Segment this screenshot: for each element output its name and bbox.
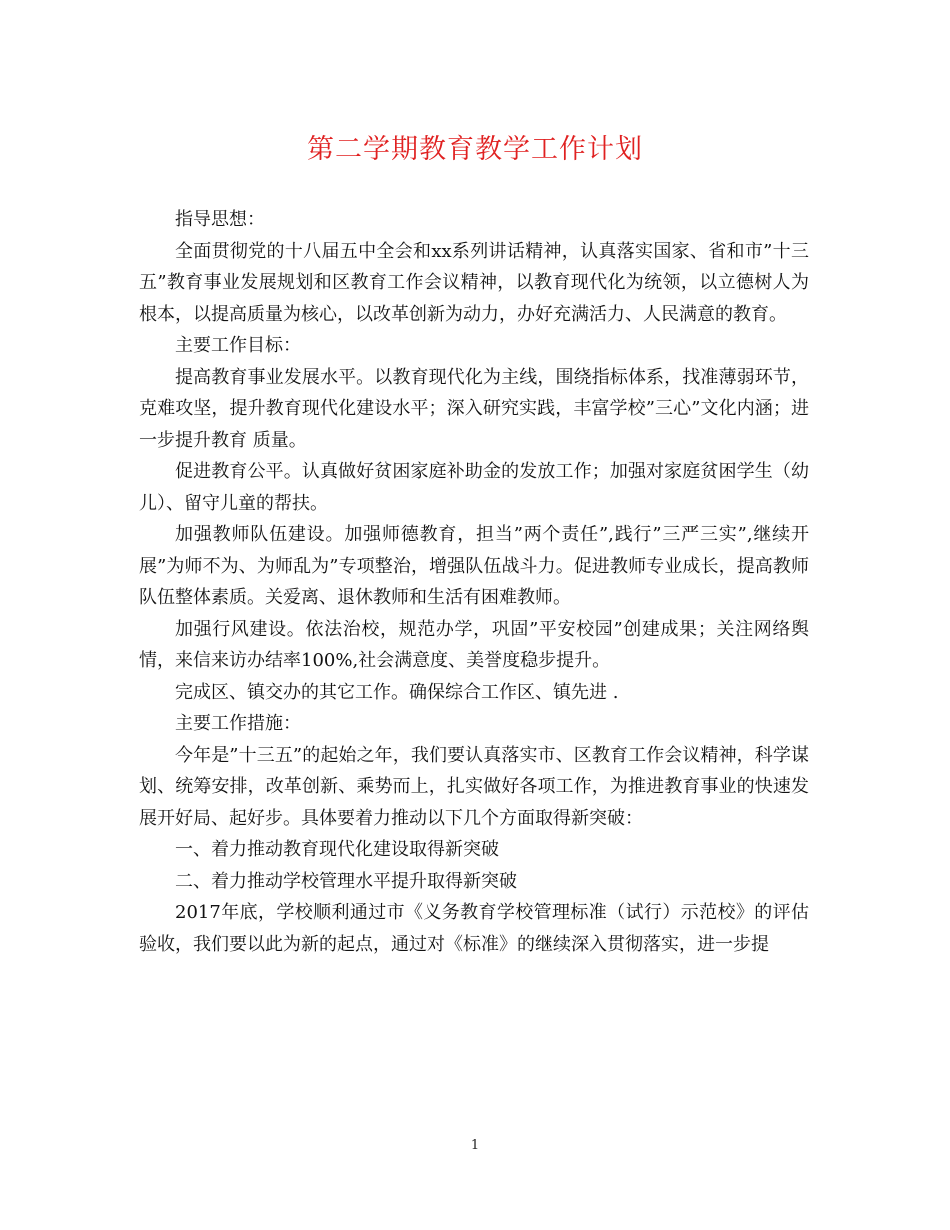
paragraph-measures-intro: 今年是”十三五”的起始之年，我们要认真落实市、区教育工作会议精神，科学谋划、统筹安排，改革创新、乘势而上，扎实做好各项工作，为推进教育事业的快速发展开好局、起好步。具体要着力推动以下几个方面取得新突破： [139,744,809,829]
paragraph-measure-one: 一、着力推动教育现代化建设取得新突破 [175,839,499,860]
document-body [139,204,809,960]
document-title: 第二学期教育教学工作计划 [307,134,643,165]
page-number: 1 [470,1138,480,1153]
paragraph-goal-other: 完成区、镇交办的其它工作。确保综合工作区、镇先进 . [175,681,619,703]
paragraph-goal-equity: 促进教育公平。认真做好贫困家庭补助金的发放工作；加强对家庭贫困学生（幼儿）、留守儿童的帮扶。 [139,461,809,514]
paragraph-measures-heading: 主要工作措施： [175,713,301,734]
paragraph-measure-two-detail: 2017年底，学校顺利通过市《义务教育学校管理标准（试行）示范校》的评估验收，我们要以此为新的起点，通过对《标准》的继续深入贯彻落实，进一步提 [139,902,809,955]
paragraph-guiding-content: 全面贯彻党的十八届五中全会和xx系列讲话精神，认真落实国家、省和市”十三五”教育事业发展规划和区教育工作会议精神，以教育现代化为统领，以立德树人为根本，以提高质量为核心，以改革创新为动力，办好充满活力、人民满意的教育。 [139,240,809,325]
paragraph-goal-conduct: 加强行风建设。依法治校，规范办学，巩固”平安校园”创建成果；关注网络舆情，来信来访办结率100%,社会满意度、美誉度稳步提升。 [139,618,809,671]
paragraph-measure-two: 二、着力推动学校管理水平提升取得新突破 [175,870,517,892]
paragraph-goals-heading: 主要工作目标： [175,335,301,356]
paragraph-goal-teachers: 加强教师队伍建设。加强师德教育，担当”两个责任”,践行”三严三实”,继续开展”为师不为、为师乱为”专项整治，增强队伍战斗力。促进教师专业成长，提高教师队伍整体素质。关爱离、退休教师和生活有困难教师。 [139,524,809,608]
paragraph-goal-development: 提高教育事业发展水平。以教育现代化为主线，围绕指标体系，找准薄弱环节，克难攻坚，提升教育现代化建设水平；深入研究实践，丰富学校”三心”文化内涵；进一步提升教育 质量。 [139,366,809,451]
paragraph-guiding-heading: 指导思想： [175,209,265,230]
